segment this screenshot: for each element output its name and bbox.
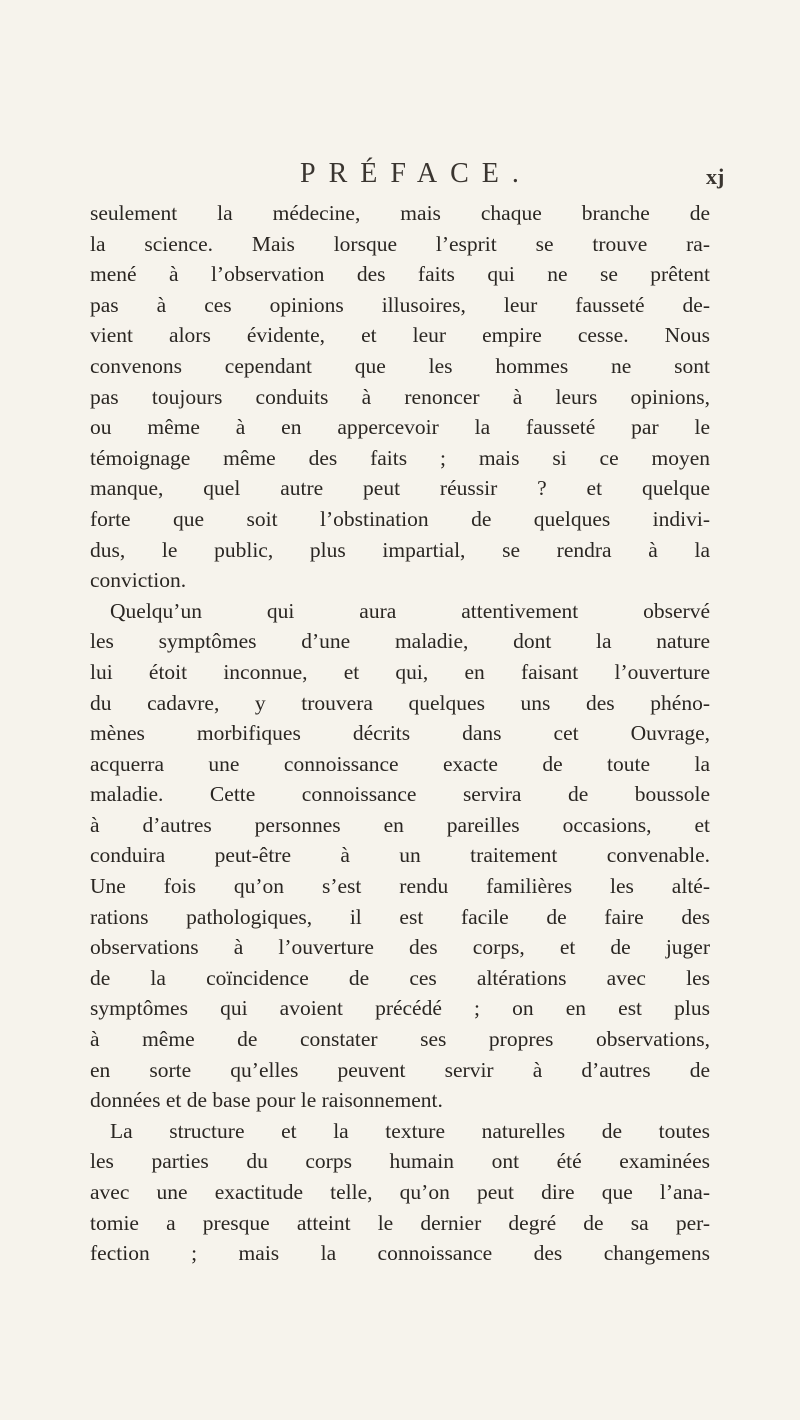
text-line: maladie. Cette connoissance servira de boussole xyxy=(90,782,710,807)
text-line: données et de base pour le raisonnement. xyxy=(90,1088,443,1113)
text-line: symptômes qui avoient précédé ; on en est plus xyxy=(90,996,710,1021)
text-line: à d’autres personnes en pareilles occasions, et xyxy=(90,812,710,837)
text-line: la science. Mais lorsque l’esprit se trouve ra- xyxy=(90,231,710,256)
text-line: seulement la médecine, mais chaque branche de xyxy=(90,201,710,225)
text-line: Quelqu’un qui aura attentivement observé xyxy=(110,598,710,623)
text-line: tomie a presque atteint le dernier degré de sa per- xyxy=(90,1210,710,1235)
text-line: témoignage même des faits ; mais si ce moyen xyxy=(90,445,710,470)
text-line: mènes morbifiques décrits dans cet Ouvrage, xyxy=(90,721,710,746)
text-line: pas à ces opinions illusoires, leur fausseté de- xyxy=(90,292,710,317)
text-line: les symptômes d’une maladie, dont la nature xyxy=(90,629,710,654)
page-number: xj xyxy=(706,164,725,189)
text-line: du cadavre, y trouvera quelques uns des phéno- xyxy=(90,690,710,715)
text-line: Une fois qu’on s’est rendu familières les alté- xyxy=(90,874,710,899)
text-line: lui étoit inconnue, et qui, en faisant l’ouverture xyxy=(90,659,710,684)
text-line: à même de constater ses propres observations, xyxy=(90,1027,710,1052)
body-text xyxy=(90,198,710,1269)
text-line: conduira peut-être à un traitement convenable. xyxy=(90,843,710,868)
text-line: rations pathologiques, il est facile de faire des xyxy=(90,904,710,929)
text-line: de la coïncidence de ces altérations avec les xyxy=(90,965,710,990)
text-line: les parties du corps humain ont été examinées xyxy=(90,1149,710,1174)
text-line: vient alors évidente, et leur empire cesse. Nous xyxy=(90,323,710,348)
text-line: avec une exactitude telle, qu’on peut dire que l’ana- xyxy=(90,1180,710,1204)
text-line: acquerra une connoissance exacte de toute la xyxy=(90,751,710,776)
text-line: pas toujours conduits à renoncer à leurs opinions, xyxy=(90,384,710,409)
running-head xyxy=(0,158,800,198)
text-line: mené à l’observation des faits qui ne se prêtent xyxy=(90,262,710,287)
text-line: en sorte qu’elles peuvent servir à d’autres de xyxy=(90,1057,710,1082)
running-title: PRÉFACE. xyxy=(300,158,532,189)
text-line: forte que soit l’obstination de quelques indivi- xyxy=(90,506,710,531)
text-line: conviction. xyxy=(90,568,187,593)
text-line: ou même à en appercevoir la fausseté par le xyxy=(90,415,710,440)
text-line: convenons cependant que les hommes ne sont xyxy=(90,353,710,378)
text-line: La structure et la texture naturelles de toutes xyxy=(110,1118,710,1143)
text-line: manque, quel autre peut réussir ? et quelque xyxy=(90,476,710,501)
text-line: observations à l’ouverture des corps, et de juger xyxy=(90,935,710,960)
text-line: dus, le public, plus impartial, se rendra à la xyxy=(90,537,710,562)
text-line: fection ; mais la connoissance des changemens xyxy=(90,1241,710,1266)
